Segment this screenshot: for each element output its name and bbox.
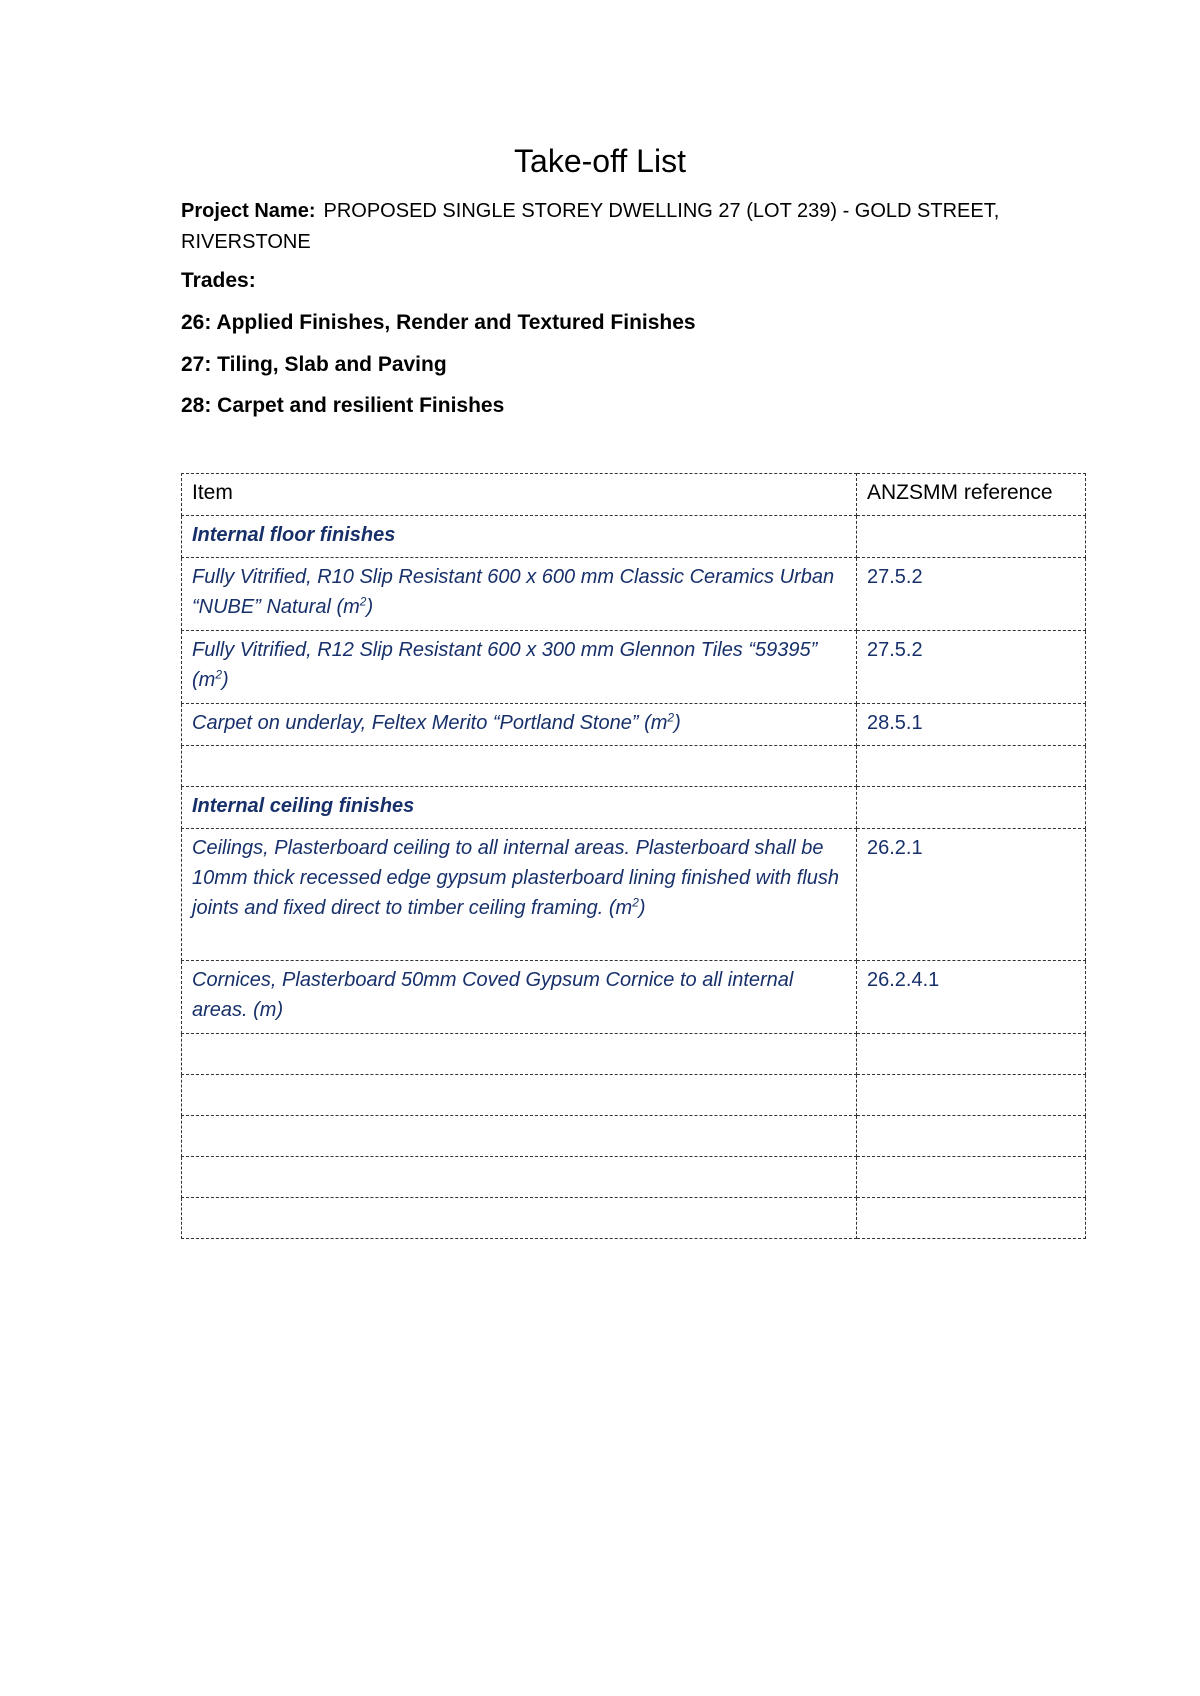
item-text: Ceilings, Plasterboard ceiling to all internal areas. Plasterboard shall be 10mm thick recessed edge gypsum plasterboard lining finished with flush joints and fixed direct to timber ceiling framing. $(m^2)$ bbox=[192, 837, 840, 919]
empty-cell bbox=[182, 1034, 857, 1075]
section-row-ceiling bbox=[182, 787, 1086, 829]
item-text: Cornices, Plasterboard 50mm Coved Gypsum Cornice to all internal areas. (m) bbox=[192, 969, 794, 1021]
table-row bbox=[182, 829, 1086, 961]
reference-cell bbox=[857, 631, 1086, 704]
item-text: Fully Vitrified, R10 Slip Resistant 600 x 600 mm Classic Ceramics Urban “NUBE” Natural $(m^2)$ bbox=[192, 566, 835, 618]
empty-row bbox=[182, 1157, 1086, 1198]
reference-text: 28.5.1 bbox=[867, 712, 923, 734]
reference-text: 26.2.4.1 bbox=[867, 969, 940, 991]
empty-cell bbox=[857, 1116, 1086, 1157]
table-row bbox=[182, 631, 1086, 704]
item-cell bbox=[182, 558, 857, 631]
section-row-floor bbox=[182, 516, 1086, 558]
empty-cell bbox=[182, 1198, 857, 1239]
item-text: Fully Vitrified, R12 Slip Resistant 600 x 300 mm Glennon Tiles “59395” $(m^2)$ bbox=[192, 639, 818, 691]
empty-row bbox=[182, 1198, 1086, 1239]
item-cell bbox=[182, 631, 857, 704]
reference-text: 27.5.2 bbox=[867, 639, 923, 661]
takeoff-table bbox=[181, 473, 1086, 1239]
project-name-block bbox=[181, 196, 1061, 258]
document-title: Take-off List bbox=[514, 143, 686, 179]
table-row bbox=[182, 961, 1086, 1034]
table-row bbox=[182, 704, 1086, 746]
reference-cell bbox=[857, 961, 1086, 1034]
empty-row bbox=[182, 1075, 1086, 1116]
empty-cell bbox=[857, 1157, 1086, 1198]
item-cell bbox=[182, 961, 857, 1034]
empty-cell bbox=[857, 516, 1086, 558]
section-cell bbox=[182, 787, 857, 829]
header-reference: ANZSMM reference bbox=[857, 474, 1086, 516]
project-name-label: Project Name: bbox=[181, 200, 316, 222]
trade-item: 26: Applied Finishes, Render and Textured Finishes bbox=[181, 311, 696, 334]
empty-cell bbox=[857, 1198, 1086, 1239]
table-header-row bbox=[182, 474, 1086, 516]
reference-text: 26.2.1 bbox=[867, 837, 923, 859]
empty-cell bbox=[857, 1075, 1086, 1116]
item-text: Carpet on underlay, Feltex Merito “Portland Stone” $(m^2)$ bbox=[192, 710, 681, 734]
empty-row bbox=[182, 1116, 1086, 1157]
reference-cell bbox=[857, 704, 1086, 746]
empty-cell bbox=[182, 1116, 857, 1157]
empty-cell bbox=[857, 787, 1086, 829]
reference-cell bbox=[857, 558, 1086, 631]
section-title-ceiling: Internal ceiling finishes bbox=[192, 795, 415, 817]
section-title-floor: Internal floor finishes bbox=[192, 524, 396, 546]
empty-cell bbox=[857, 1034, 1086, 1075]
empty-cell bbox=[182, 1075, 857, 1116]
table-row bbox=[182, 558, 1086, 631]
empty-cell bbox=[182, 746, 857, 787]
trade-item: 28: Carpet and resilient Finishes bbox=[181, 394, 505, 417]
empty-row bbox=[182, 1034, 1086, 1075]
header-item: Item bbox=[182, 474, 857, 516]
trades-label: Trades: bbox=[181, 269, 256, 292]
project-name-value: PROPOSED SINGLE STOREY DWELLING 27 (LOT 239) - GOLD STREET, RIVERSTONE bbox=[181, 200, 1000, 253]
item-cell bbox=[182, 704, 857, 746]
empty-cell bbox=[857, 746, 1086, 787]
trade-item: 27: Tiling, Slab and Paving bbox=[181, 353, 447, 376]
section-cell bbox=[182, 516, 857, 558]
empty-row bbox=[182, 746, 1086, 787]
reference-text: 27.5.2 bbox=[867, 566, 923, 588]
empty-cell bbox=[182, 1157, 857, 1198]
item-cell bbox=[182, 829, 857, 961]
reference-cell bbox=[857, 829, 1086, 961]
